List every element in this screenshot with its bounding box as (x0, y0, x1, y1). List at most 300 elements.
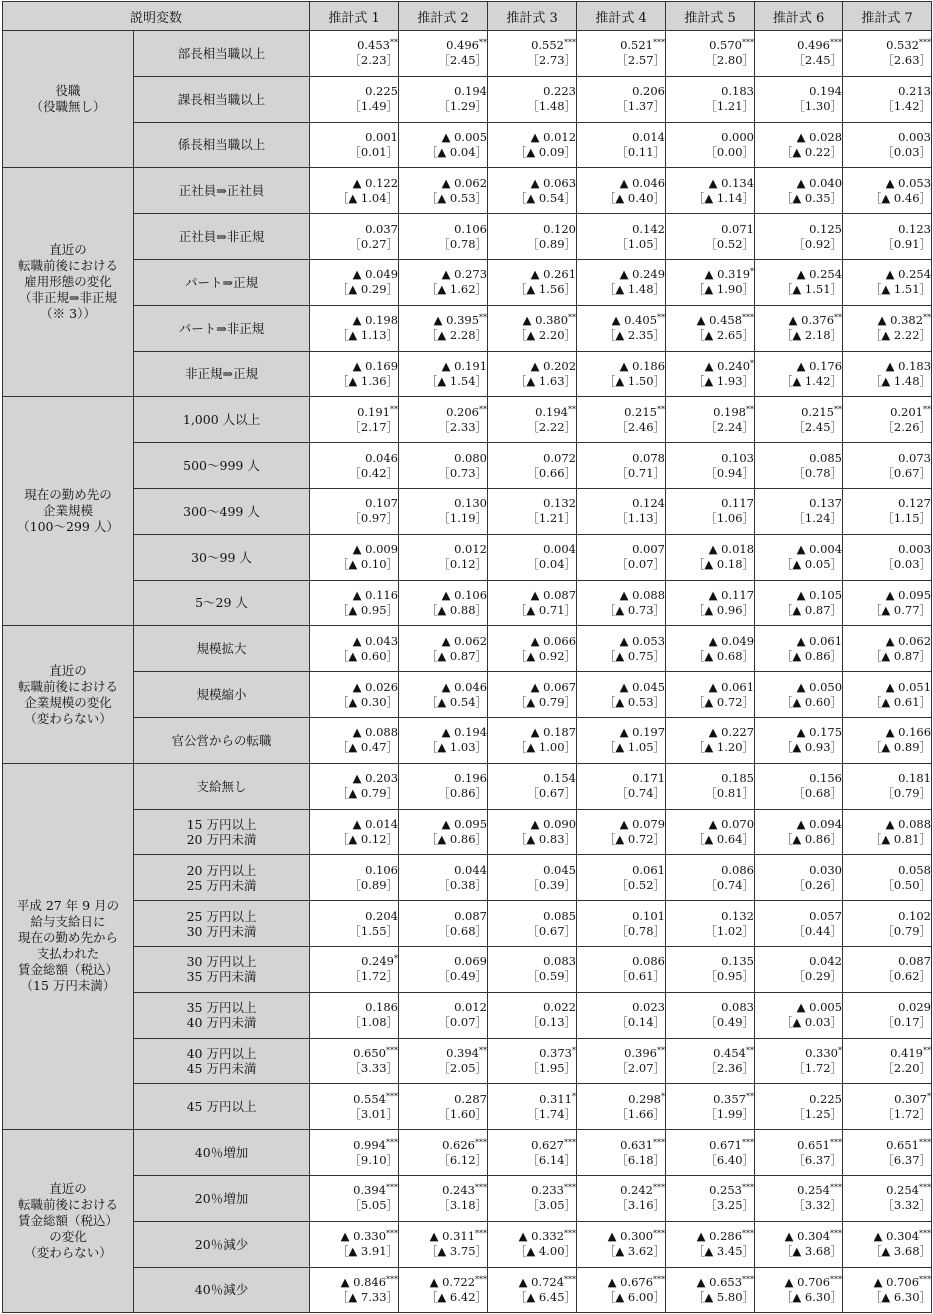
coefficient (666, 588, 754, 603)
significance-stars: ** (746, 1091, 755, 1101)
value-cell (399, 31, 488, 77)
value-cell (310, 397, 399, 443)
coefficient-value: ▲ 0.332 (518, 1229, 565, 1244)
coefficient-value: ▲ 0.004 (796, 542, 843, 557)
coefficient-value: 0.130 (454, 496, 488, 511)
coefficient (577, 1275, 665, 1290)
value-cell (488, 580, 577, 626)
table-row (3, 717, 932, 763)
t-value: ［▲ 6.45］ (514, 1289, 577, 1304)
coefficient (399, 496, 487, 511)
t-value: ［▲ 1.62］ (425, 282, 488, 297)
coefficient-value: 0.233 (531, 1183, 565, 1198)
t-value: ［▲ 0.87］ (869, 648, 932, 663)
coefficient (843, 496, 931, 511)
coefficient (755, 634, 842, 649)
coefficient (577, 176, 665, 191)
coefficient-value: 0.135 (721, 954, 755, 969)
significance-stars: ** (479, 38, 488, 48)
coefficient-value: ▲ 0.330 (340, 1229, 387, 1244)
t-value: ［1.24］ (793, 511, 843, 526)
t-value: ［▲ 1.13］ (336, 328, 399, 343)
coefficient (310, 771, 398, 786)
coefficient-value: 0.007 (632, 542, 666, 557)
coefficient-value: 0.045 (543, 862, 577, 877)
coefficient (666, 909, 754, 924)
table-row (3, 672, 932, 718)
t-value: ［0.95］ (705, 969, 755, 984)
t-value: ［▲ 0.71］ (514, 602, 577, 617)
value-cell (577, 259, 666, 305)
significance-stars: *** (386, 1183, 399, 1193)
t-value: ［▲ 0.87］ (425, 648, 488, 663)
table-row (3, 1267, 932, 1313)
value-cell (399, 626, 488, 672)
value-cell (488, 214, 577, 260)
coefficient-value: ▲ 0.286 (696, 1229, 743, 1244)
t-value: ［1.19］ (438, 511, 488, 526)
value-cell (577, 76, 666, 122)
t-value: ［0.79］ (882, 786, 932, 801)
row-label: 5～29 人 (134, 580, 310, 626)
coefficient-value: 0.201 (890, 404, 924, 419)
coefficient-value: ▲ 0.049 (708, 633, 755, 648)
significance-stars: *** (742, 1183, 755, 1193)
coefficient-value: ▲ 0.026 (352, 679, 399, 694)
coefficient (755, 130, 842, 145)
t-value: ［▲ 1.54］ (425, 373, 488, 388)
coefficient (310, 1000, 398, 1015)
value-cell (666, 992, 755, 1038)
coefficient-value: 0.171 (632, 771, 666, 786)
coefficient (755, 359, 842, 374)
value-cell (488, 443, 577, 489)
value-cell (399, 534, 488, 580)
coefficient (666, 84, 754, 99)
t-value: ［▲ 6.00］ (603, 1289, 666, 1304)
value-cell (488, 717, 577, 763)
value-cell (666, 31, 755, 77)
header-model-2: 推計式 2 (399, 2, 488, 31)
coefficient (755, 954, 842, 969)
table-body (3, 31, 932, 1313)
coefficient (755, 1229, 842, 1244)
t-value: ［0.04］ (527, 557, 577, 572)
coefficient-value: 0.185 (721, 771, 755, 786)
value-cell (755, 214, 843, 260)
significance-stars: * (394, 954, 399, 964)
significance-stars: *** (742, 1274, 755, 1284)
coefficient-value: ▲ 0.095 (885, 587, 932, 602)
coefficient-value: 0.496 (446, 38, 480, 53)
t-value: ［0.29］ (793, 969, 843, 984)
t-value: ［0.91］ (882, 236, 932, 251)
coefficient (666, 496, 754, 511)
table-row (3, 763, 932, 809)
value-cell (310, 259, 399, 305)
t-value: ［0.13］ (527, 1015, 577, 1030)
header-model-3: 推計式 3 (488, 2, 577, 31)
row-label: 1,000 人以上 (134, 397, 310, 443)
value-cell (577, 901, 666, 947)
coefficient-value: 0.125 (809, 221, 843, 236)
coefficient-value: ▲ 0.198 (352, 313, 399, 328)
coefficient (755, 313, 842, 328)
t-value: ［0.68］ (793, 786, 843, 801)
value-cell (488, 992, 577, 1038)
value-cell (666, 763, 755, 809)
t-value: ［0.11］ (616, 144, 666, 159)
row-label: 300～499 人 (134, 488, 310, 534)
t-value: ［▲ 3.68］ (780, 1244, 843, 1259)
coefficient (488, 405, 576, 420)
value-cell (755, 855, 843, 901)
coefficient-value: ▲ 0.273 (441, 267, 488, 282)
t-value: ［▲ 0.53］ (603, 694, 666, 709)
significance-stars: *** (653, 1229, 666, 1239)
value-cell (577, 1267, 666, 1313)
t-value: ［1.95］ (527, 1060, 577, 1075)
coefficient-value: ▲ 0.227 (708, 725, 755, 740)
t-value: ［0.42］ (349, 465, 399, 480)
coefficient-value: ▲ 0.087 (530, 587, 577, 602)
significance-stars: *** (564, 1183, 577, 1193)
t-value: ［▲ 3.75］ (425, 1244, 488, 1259)
coefficient (399, 909, 487, 924)
t-value: ［3.32］ (793, 1198, 843, 1213)
table-row (3, 488, 932, 534)
coefficient (488, 1229, 576, 1244)
t-value: ［0.62］ (882, 969, 932, 984)
value-cell (755, 580, 843, 626)
t-value: ［▲ 0.86］ (425, 831, 488, 846)
t-value: ［2.45］ (793, 53, 843, 68)
coefficient-value: ▲ 0.166 (885, 725, 932, 740)
coefficient-value: 0.307 (894, 1091, 928, 1106)
coefficient-value: ▲ 0.203 (352, 771, 399, 786)
t-value: ［1.55］ (349, 923, 399, 938)
coefficient (488, 267, 576, 282)
significance-stars: ** (568, 404, 577, 414)
coefficient (399, 267, 487, 282)
value-cell (310, 1267, 399, 1313)
value-cell (666, 76, 755, 122)
t-value: ［0.39］ (527, 877, 577, 892)
coefficient-value: ▲ 0.106 (441, 587, 488, 602)
t-value: ［1.72］ (793, 1060, 843, 1075)
coefficient (843, 1000, 931, 1015)
coefficient (577, 588, 665, 603)
coefficient-value: 0.058 (898, 862, 932, 877)
row-label: パート⇒非正規 (134, 305, 310, 351)
t-value: ［▲ 2.18］ (780, 328, 843, 343)
coefficient-value: ▲ 0.191 (441, 358, 488, 373)
coefficient (310, 84, 398, 99)
value-cell (577, 855, 666, 901)
coefficient-value: 0.215 (624, 404, 658, 419)
t-value: ［▲ 0.60］ (336, 648, 399, 663)
value-cell (488, 946, 577, 992)
value-cell (755, 168, 843, 214)
t-value: ［2.24］ (705, 419, 755, 434)
t-value: ［1.66］ (616, 1106, 666, 1121)
table-row (3, 626, 932, 672)
value-cell (843, 580, 932, 626)
value-cell (666, 1175, 755, 1221)
coefficient-value: 0.083 (721, 1000, 755, 1015)
coefficient-value: 0.249 (361, 954, 395, 969)
coefficient-value: 0.554 (353, 1091, 387, 1106)
coefficient (310, 313, 398, 328)
coefficient (755, 222, 842, 237)
t-value: ［0.67］ (882, 465, 932, 480)
significance-stars: *** (386, 1229, 399, 1239)
coefficient (577, 863, 665, 878)
t-value: ［▲ 0.29］ (336, 282, 399, 297)
t-value: ［▲ 1.56］ (514, 282, 577, 297)
value-cell (755, 1038, 843, 1084)
coefficient (310, 451, 398, 466)
value-cell (666, 259, 755, 305)
coefficient-value: 0.087 (898, 954, 932, 969)
coefficient-value: ▲ 0.706 (873, 1274, 920, 1289)
coefficient (666, 1183, 754, 1198)
t-value: ［2.45］ (793, 419, 843, 434)
table-row (3, 534, 932, 580)
coefficient-value: 0.004 (543, 542, 577, 557)
value-cell (755, 31, 843, 77)
coefficient (666, 680, 754, 695)
t-value: ［▲ 3.91］ (336, 1244, 399, 1259)
table-row (3, 168, 932, 214)
coefficient-value: ▲ 0.053 (885, 175, 932, 190)
coefficient (666, 725, 754, 740)
t-value: ［0.73］ (438, 465, 488, 480)
significance-stars: ** (479, 1045, 488, 1055)
coefficient-value: 0.103 (721, 450, 755, 465)
significance-stars: ** (390, 404, 399, 414)
coefficient-value: ▲ 0.043 (352, 633, 399, 648)
significance-stars: ** (657, 1045, 666, 1055)
coefficient-value: 0.225 (365, 84, 399, 99)
significance-stars: ** (923, 313, 932, 323)
value-cell (399, 76, 488, 122)
value-cell (488, 351, 577, 397)
coefficient-value: 0.156 (809, 771, 843, 786)
coefficient-value: ▲ 0.050 (796, 679, 843, 694)
coefficient-value: ▲ 0.653 (696, 1274, 743, 1289)
value-cell (577, 31, 666, 77)
significance-stars: *** (919, 1183, 932, 1193)
coefficient-value: 0.085 (543, 908, 577, 923)
value-cell (666, 443, 755, 489)
coefficient-value: ▲ 0.405 (611, 313, 658, 328)
coefficient (399, 38, 487, 53)
value-cell (755, 397, 843, 443)
coefficient-value: 0.651 (886, 1137, 920, 1152)
coefficient-value: ▲ 0.061 (796, 633, 843, 648)
coefficient-value: ▲ 0.311 (429, 1229, 476, 1244)
row-label: 30 万円以上 35 万円未満 (134, 946, 310, 992)
significance-stars: ** (479, 404, 488, 414)
coefficient-value: 0.627 (531, 1137, 565, 1152)
coefficient-value: ▲ 0.722 (429, 1274, 476, 1289)
t-value: ［▲ 1.63］ (514, 373, 577, 388)
coefficient-value: ▲ 0.088 (619, 587, 666, 602)
value-cell (755, 1267, 843, 1313)
value-cell (843, 672, 932, 718)
value-cell (755, 76, 843, 122)
coefficient-value: 0.242 (620, 1183, 654, 1198)
table-row (3, 855, 932, 901)
table-row (3, 214, 932, 260)
t-value: ［▲ 0.35］ (780, 190, 843, 205)
coefficient (310, 1183, 398, 1198)
value-cell (755, 351, 843, 397)
coefficient (399, 1000, 487, 1015)
value-cell (310, 855, 399, 901)
value-cell (488, 76, 577, 122)
coefficient (755, 909, 842, 924)
coefficient (399, 1092, 487, 1107)
value-cell (666, 809, 755, 855)
row-label: 20％増加 (134, 1175, 310, 1221)
t-value: ［1.74］ (527, 1106, 577, 1121)
coefficient-value: 0.254 (886, 1183, 920, 1198)
t-value: ［▲ 5.80］ (692, 1289, 755, 1304)
row-label: 30～99 人 (134, 534, 310, 580)
t-value: ［1.72］ (349, 969, 399, 984)
t-value: ［▲ 6.30］ (780, 1289, 843, 1304)
coefficient-value: 0.626 (442, 1137, 476, 1152)
significance-stars: *** (564, 1137, 577, 1147)
coefficient-value: 0.671 (709, 1137, 743, 1152)
table-row (3, 397, 932, 443)
coefficient (843, 176, 931, 191)
value-cell (666, 580, 755, 626)
coefficient (488, 1138, 576, 1153)
value-cell (666, 626, 755, 672)
coefficient (843, 863, 931, 878)
t-value: ［1.30］ (793, 99, 843, 114)
t-value: ［0.50］ (882, 877, 932, 892)
header-model-4: 推計式 4 (577, 2, 666, 31)
t-value: ［0.89］ (527, 236, 577, 251)
coefficient-value: 0.215 (801, 404, 835, 419)
value-cell (399, 1038, 488, 1084)
t-value: ［0.94］ (705, 465, 755, 480)
value-cell (843, 76, 932, 122)
value-cell (843, 717, 932, 763)
t-value: ［▲ 0.77］ (869, 602, 932, 617)
coefficient-value: 0.123 (898, 221, 932, 236)
coefficient (666, 130, 754, 145)
coefficient (666, 771, 754, 786)
coefficient-value: 0.000 (721, 129, 755, 144)
coefficient (488, 1275, 576, 1290)
value-cell (666, 855, 755, 901)
coefficient-value: 0.044 (454, 862, 488, 877)
value-cell (310, 763, 399, 809)
coefficient-value: 0.142 (632, 221, 666, 236)
coefficient (843, 588, 931, 603)
coefficient-value: ▲ 0.005 (441, 129, 488, 144)
coefficient (843, 771, 931, 786)
value-cell (399, 992, 488, 1038)
coefficient (577, 725, 665, 740)
coefficient (755, 84, 842, 99)
coefficient (755, 863, 842, 878)
value-cell (399, 443, 488, 489)
value-cell (577, 763, 666, 809)
coefficient-value: 0.046 (365, 450, 399, 465)
value-cell (310, 443, 399, 489)
group-label: 直近の 転職前後における 企業規模の変化 （変わらない） (3, 626, 134, 763)
coefficient-value: ▲ 0.175 (796, 725, 843, 740)
t-value: ［0.01］ (349, 144, 399, 159)
coefficient (310, 1275, 398, 1290)
coefficient (577, 542, 665, 557)
t-value: ［1.05］ (616, 236, 666, 251)
t-value: ［▲ 0.40］ (603, 190, 666, 205)
value-cell (577, 946, 666, 992)
row-label: 部長相当職以上 (134, 31, 310, 77)
value-cell (399, 855, 488, 901)
significance-stars: * (572, 1045, 577, 1055)
coefficient (843, 84, 931, 99)
t-value: ［▲ 0.53］ (425, 190, 488, 205)
coefficient (399, 451, 487, 466)
t-value: ［0.12］ (438, 557, 488, 572)
coefficient (666, 451, 754, 466)
coefficient-value: 0.086 (721, 862, 755, 877)
coefficient-value: ▲ 0.376 (788, 313, 835, 328)
value-cell (843, 397, 932, 443)
value-cell (577, 580, 666, 626)
coefficient-value: 0.194 (809, 84, 843, 99)
coefficient-value: 0.030 (809, 862, 843, 877)
coefficient-value: 0.078 (632, 450, 666, 465)
value-cell (488, 1130, 577, 1176)
t-value: ［2.80］ (705, 53, 755, 68)
coefficient (310, 1138, 398, 1153)
t-value: ［6.14］ (527, 1152, 577, 1167)
value-cell (399, 351, 488, 397)
coefficient-value: ▲ 0.197 (619, 725, 666, 740)
table-row (3, 809, 932, 855)
header-model-5: 推計式 5 (666, 2, 755, 31)
coefficient (577, 267, 665, 282)
coefficient-value: ▲ 0.105 (796, 587, 843, 602)
value-cell (755, 488, 843, 534)
value-cell (488, 122, 577, 168)
value-cell (577, 1175, 666, 1221)
table-row (3, 580, 932, 626)
t-value: ［0.03］ (882, 557, 932, 572)
value-cell (666, 946, 755, 992)
coefficient (843, 130, 931, 145)
t-value: ［▲ 0.47］ (336, 740, 399, 755)
t-value: ［3.01］ (349, 1106, 399, 1121)
value-cell (488, 809, 577, 855)
coefficient (755, 1092, 842, 1107)
significance-stars: *** (919, 1274, 932, 1284)
coefficient-value: 0.181 (898, 771, 932, 786)
value-cell (399, 1130, 488, 1176)
coefficient (843, 313, 931, 328)
coefficient (843, 1275, 931, 1290)
coefficient (577, 771, 665, 786)
